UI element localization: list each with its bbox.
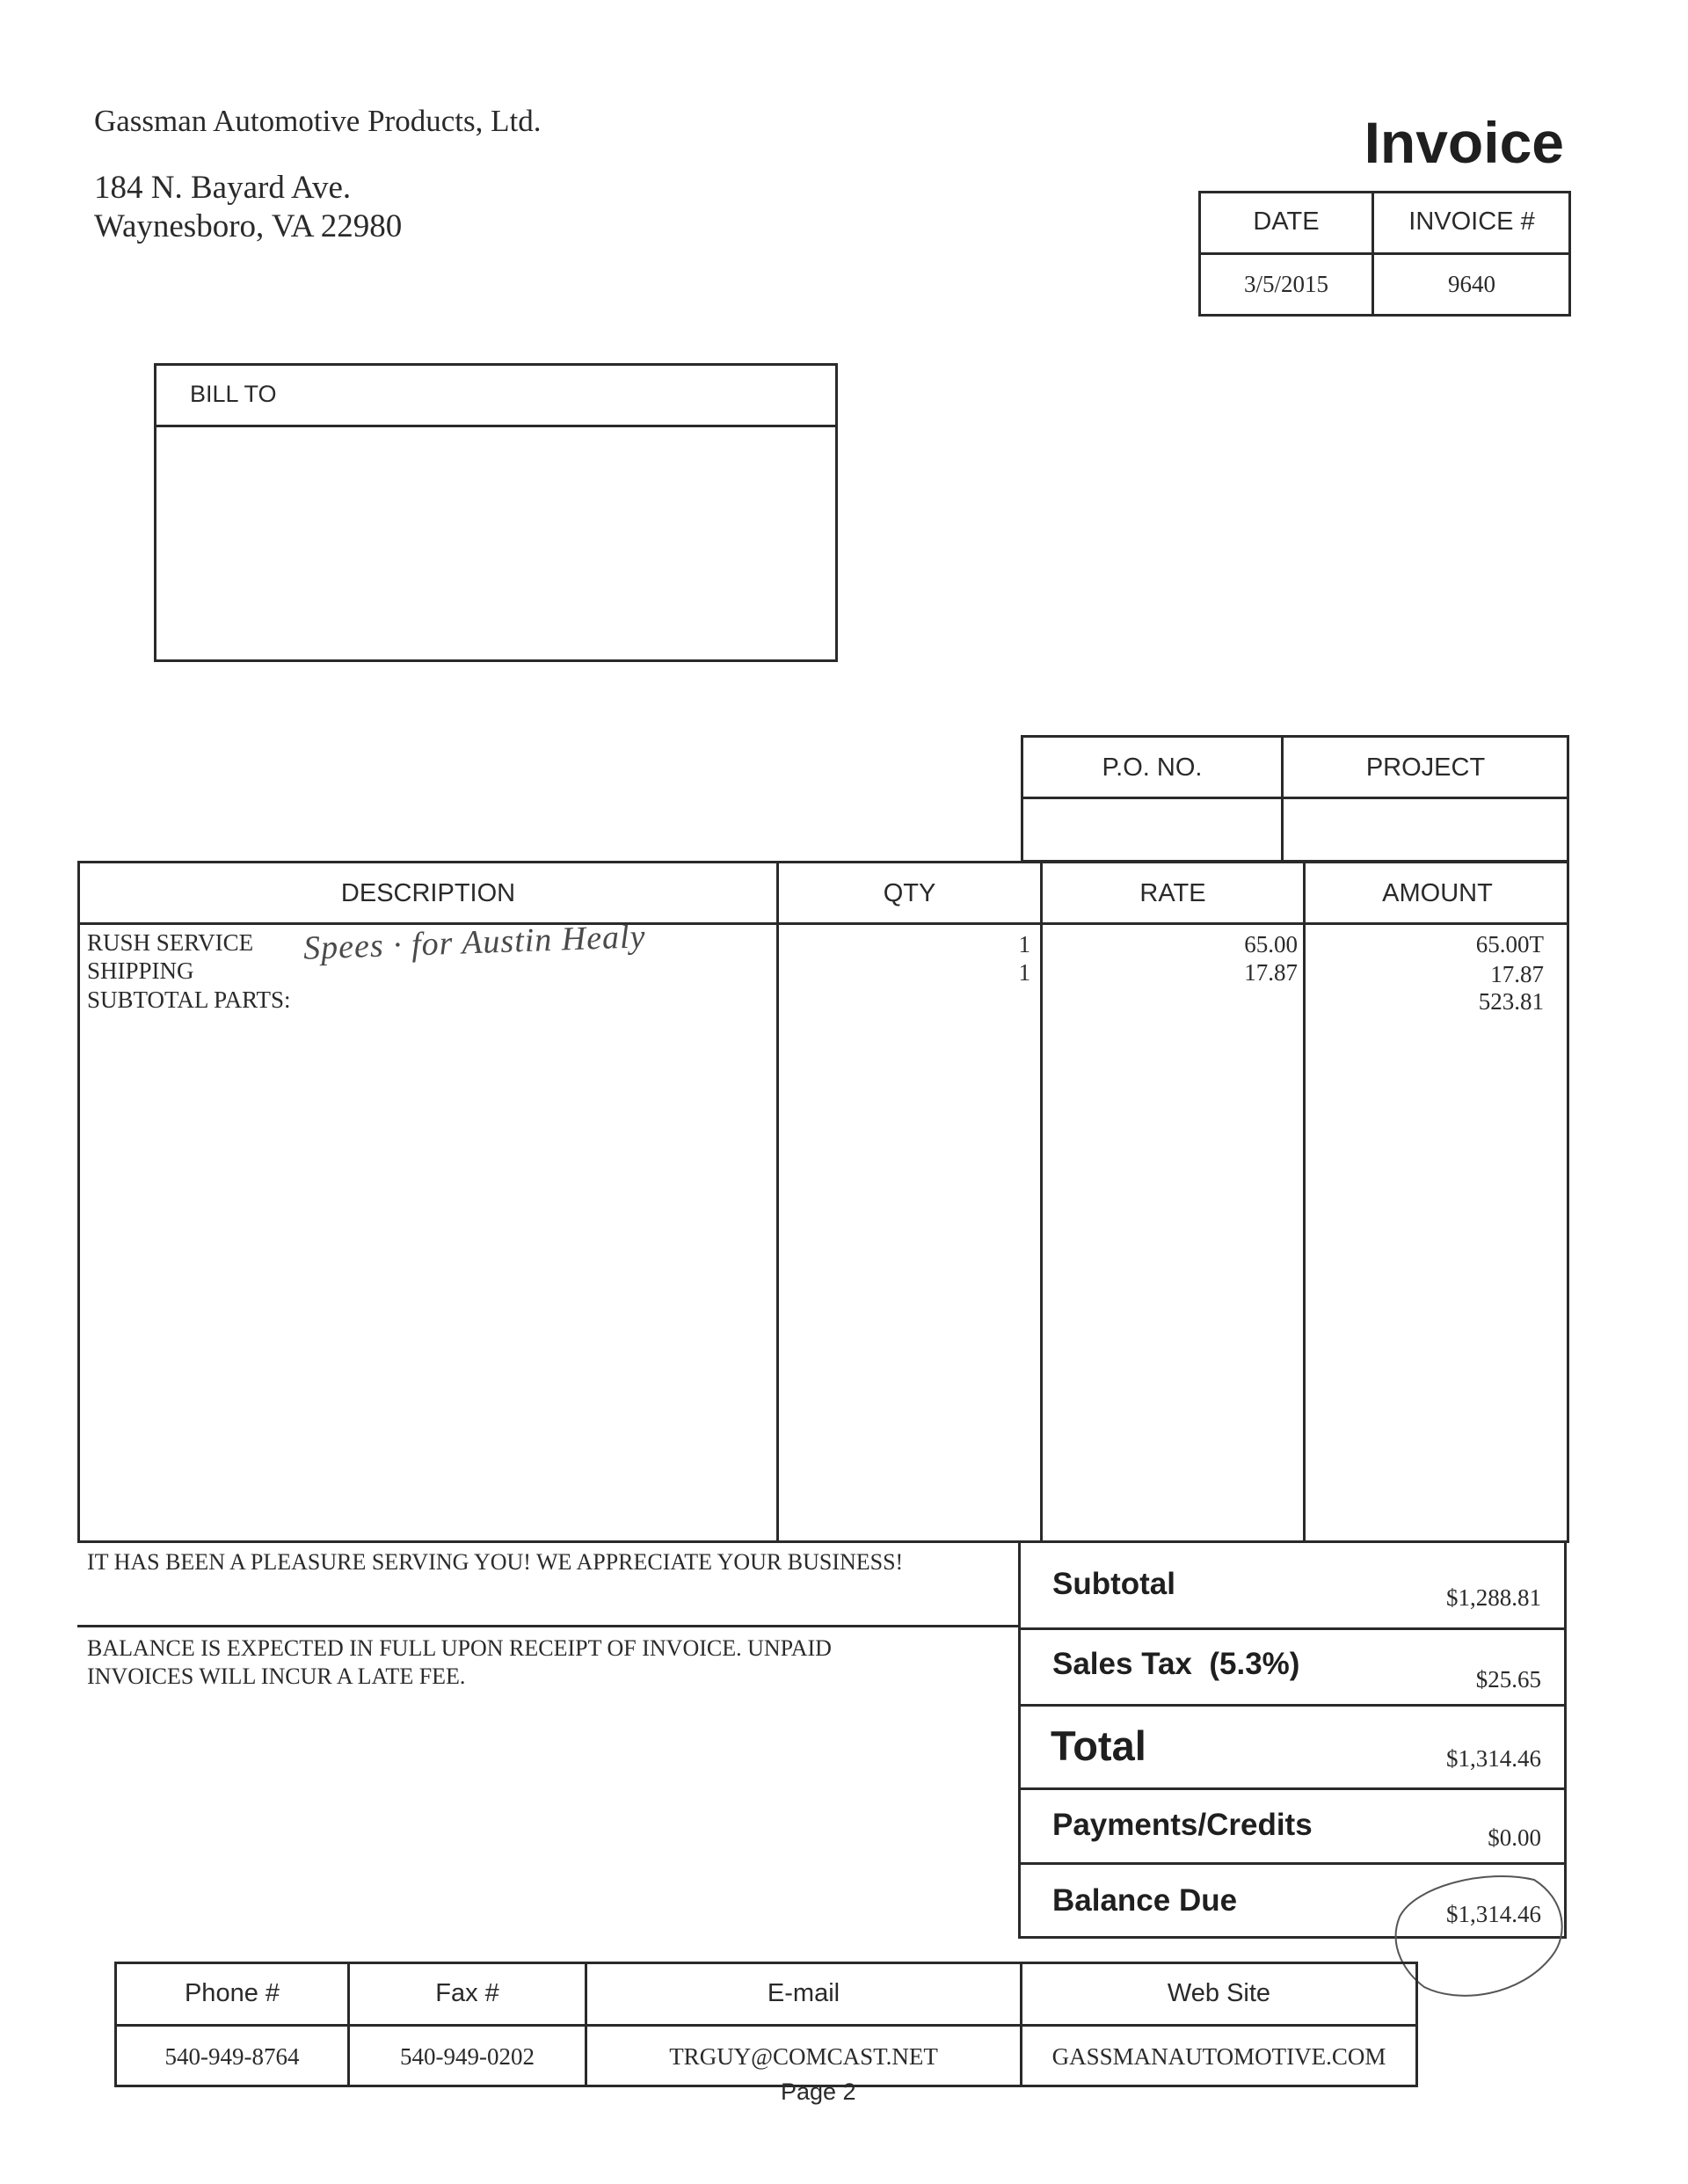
- balance-due-label: Balance Due: [1052, 1883, 1238, 1918]
- line-item-amount: 523.81: [1478, 988, 1544, 1015]
- payments-credits-label: Payments/Credits: [1052, 1808, 1313, 1842]
- qty-header: QTY: [883, 879, 936, 907]
- line-item-rate: 17.87: [1244, 959, 1298, 986]
- subtotal-label: Subtotal: [1052, 1567, 1175, 1601]
- project-label: PROJECT: [1365, 753, 1486, 782]
- total-value: $1,314.46: [1446, 1745, 1541, 1772]
- subtotal-value: $1,288.81: [1446, 1584, 1541, 1611]
- thank-you-message: IT HAS BEEN A PLEASURE SERVING YOU! WE APPRECIATE YOUR BUSINESS!: [87, 1549, 904, 1575]
- fax-number: 540-949-0202: [400, 2043, 535, 2070]
- line-item-rate: 65.00: [1244, 931, 1298, 957]
- invoice-number: 9640: [1448, 271, 1495, 297]
- email-label: E-mail: [767, 1979, 840, 2007]
- website-address: GASSMANAUTOMOTIVE.COM: [1051, 2043, 1386, 2070]
- invoice-date: 3/5/2015: [1243, 271, 1328, 297]
- company-name: Gassman Automotive Products, Ltd.: [94, 104, 542, 138]
- sales-tax-value: $25.65: [1475, 1666, 1541, 1693]
- company-address-line2: Waynesboro, VA 22980: [94, 208, 403, 244]
- invoice-number-label: INVOICE #: [1408, 207, 1535, 236]
- line-item-description: SHIPPING: [87, 957, 194, 984]
- email-address: TRGUY@COMCAST.NET: [669, 2043, 938, 2070]
- balance-due-value: $1,314.46: [1446, 1901, 1541, 1927]
- handwritten-note: Spees · for Austin Healy: [302, 918, 647, 967]
- terms-line1: BALANCE IS EXPECTED IN FULL UPON RECEIPT OF INVOICE. UNPAID: [87, 1635, 832, 1661]
- rate-header: RATE: [1139, 879, 1206, 907]
- sales-tax-label: Sales Tax (5.3%): [1052, 1647, 1300, 1681]
- bill-to-label: BILL TO: [190, 381, 277, 407]
- date-label: DATE: [1253, 207, 1320, 236]
- website-label: Web Site: [1167, 1979, 1271, 2007]
- description-header: DESCRIPTION: [340, 879, 516, 907]
- terms-line2: INVOICES WILL INCUR A LATE FEE.: [87, 1663, 466, 1689]
- line-item-amount: 17.87: [1490, 961, 1544, 987]
- total-label: Total: [1051, 1722, 1146, 1769]
- amount-header: AMOUNT: [1382, 879, 1493, 907]
- po-number-label: P.O. NO.: [1102, 753, 1203, 782]
- line-item-amount: 65.00T: [1475, 931, 1544, 957]
- fax-label: Fax #: [435, 1979, 499, 2007]
- line-item-qty: 1: [1018, 959, 1030, 986]
- document-title: Invoice: [1364, 110, 1564, 175]
- company-address-line1: 184 N. Bayard Ave.: [94, 170, 352, 206]
- phone-number: 540-949-8764: [164, 2043, 300, 2070]
- bill-to-box: [154, 363, 838, 662]
- line-item-description: RUSH SERVICE: [87, 929, 254, 956]
- line-item-qty: 1: [1018, 931, 1030, 957]
- phone-label: Phone #: [184, 1979, 280, 2007]
- payments-credits-value: $0.00: [1488, 1824, 1541, 1851]
- page-number: Page 2: [781, 2078, 856, 2105]
- line-item-description: SUBTOTAL PARTS:: [87, 986, 291, 1013]
